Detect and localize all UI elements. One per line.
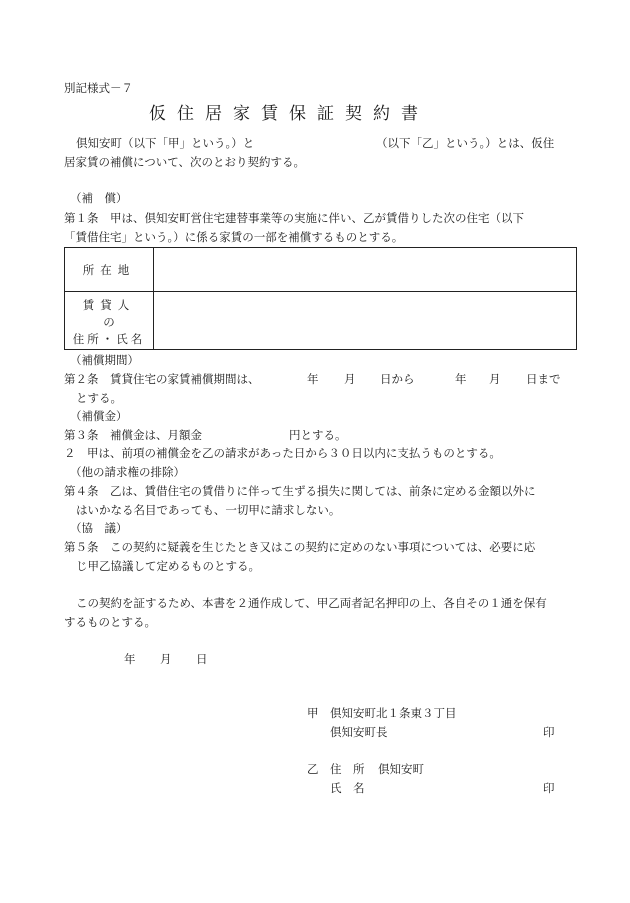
article3-prefix: 第３条 補償金は、月額金 [64, 428, 202, 442]
party-a-address: 倶知安町北１条東３丁目 [330, 706, 457, 720]
article4-heading: （他の請求権の排除） [70, 465, 185, 479]
article2-day1: 日から [380, 372, 415, 386]
article5-line2: じ甲乙協議して定めるものとする。 [76, 559, 260, 573]
location-label: 所在地 [82, 262, 136, 277]
party-b-address: 倶知安町 [378, 762, 424, 776]
table-row [65, 248, 577, 292]
article5-line1: 第５条 この契約に疑義を生じたとき又はこの契約に定めのない事項については、必要に応 [64, 540, 536, 554]
article2-month2: 月 [489, 372, 501, 386]
lessor-value-cell [154, 292, 577, 350]
article2-heading: （補償期間） [70, 353, 139, 367]
party-a-mark: 甲 [307, 706, 319, 720]
article2-year1: 年 [307, 372, 319, 386]
location-value-cell [154, 248, 577, 292]
article2-month1: 月 [344, 372, 356, 386]
document-title: 仮住居家賃保証契約書 [149, 104, 429, 124]
date-day: 日 [196, 652, 208, 666]
article4-line1: 第４条 乙は、賃借住宅の賃借りに伴って生ずる損失に関しては、前条に定める金額以外に [64, 484, 536, 498]
article3-line2: ２ 甲は、前項の補償金を乙の請求があった日から３０日以内に支払うものとする。 [64, 446, 501, 460]
article4-line2: はいかなる名目であっても、一切甲に請求しない。 [76, 503, 341, 517]
closing-line1: この契約を証するため、本書を２通作成して、甲乙両者記名押印の上、各自その１通を保有 [76, 596, 547, 610]
property-table [64, 247, 577, 350]
lessor-label-line1: 賃貸人 [82, 297, 136, 312]
party-b-address-label: 住 所 [330, 762, 365, 776]
article3-heading: （補償金） [70, 409, 128, 423]
article1-line2: 「賃借住宅」という。）に係る家賃の一部を補償するものとする。 [64, 230, 404, 244]
closing-line2: するものとする。 [64, 615, 156, 629]
lessor-label-line3: 住所・氏名 [72, 331, 146, 346]
article2-line2: とする。 [76, 391, 122, 405]
location-label-cell [65, 248, 154, 292]
party-a-name: 倶知安町長 [330, 725, 388, 739]
article2-year2: 年 [455, 372, 467, 386]
date-year: 年 [124, 652, 136, 666]
article5-heading: （協 議） [70, 521, 128, 535]
article2-day2: 日まで [526, 372, 561, 386]
article1-line1: 第１条 甲は、倶知安町営住宅建替事業等の実施に伴い、乙が賃借りした次の住宅（以下 [64, 211, 524, 225]
intro-part2: （以下「乙」という。）とは、仮住 [376, 136, 555, 150]
article1-heading: （補 償） [70, 191, 128, 205]
form-number: 別記様式－７ [64, 81, 133, 95]
date-month: 月 [160, 652, 172, 666]
party-a-seal: 印 [543, 725, 555, 739]
lessor-label-line2: の [103, 314, 115, 329]
party-b-name-label: 氏 名 [330, 781, 365, 795]
intro-part1: 倶知安町（以下「甲」という。）と [76, 136, 255, 150]
party-b-seal: 印 [543, 781, 555, 795]
lessor-label-cell [65, 292, 154, 350]
party-b-mark: 乙 [307, 762, 319, 776]
article2-prefix: 第２条 賃貸住宅の家賃補償期間は、 [64, 372, 260, 386]
intro-line2: 居家賃の補償について、次のとおり契約する。 [64, 155, 306, 169]
article3-suffix: 円とする。 [289, 428, 347, 442]
table-row [65, 292, 577, 350]
